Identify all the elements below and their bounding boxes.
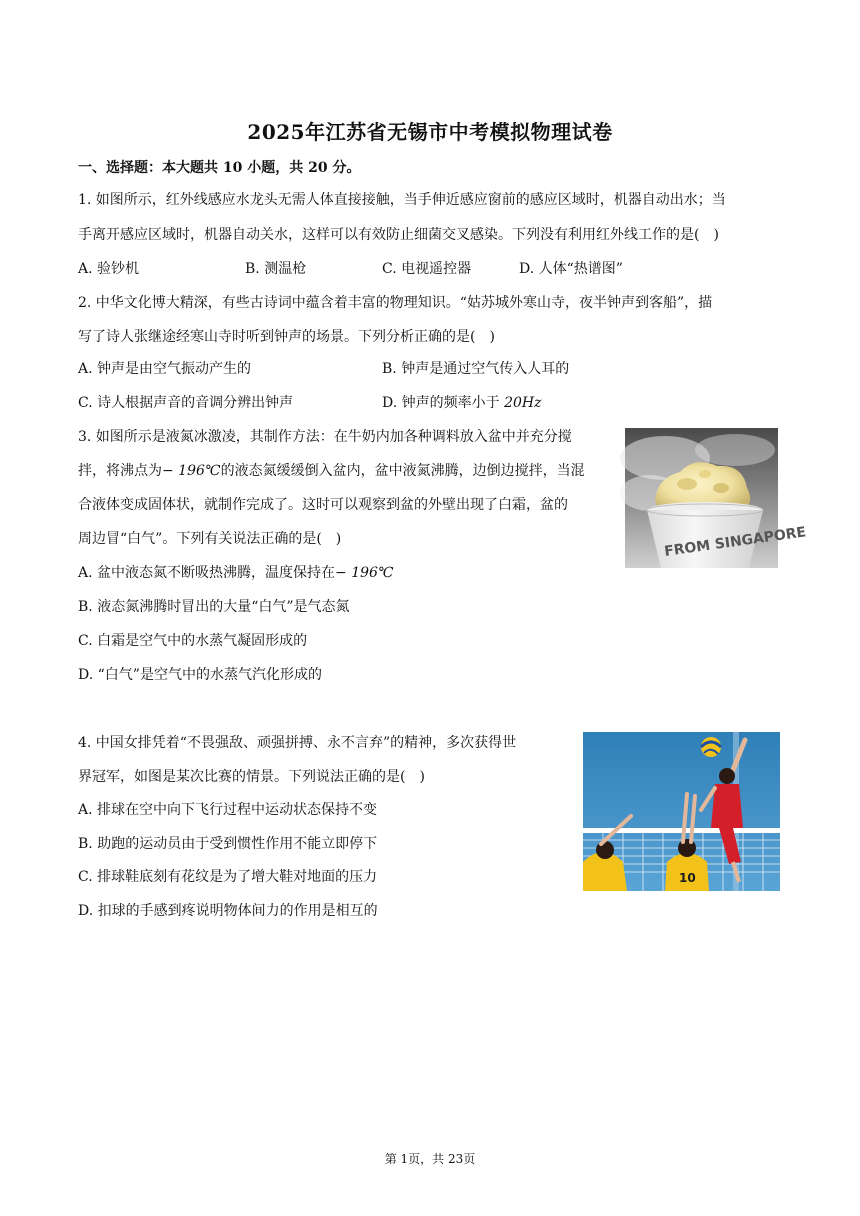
q2-option-b: B. 钟声是通过空气传入人耳的: [382, 361, 570, 377]
exam-title: 2025年江苏省无锡市中考模拟物理试卷: [247, 120, 613, 144]
cup-print: FROM SINGAPORE: [663, 524, 808, 560]
q3-line-1: 3. 如图所示是液氮冰激凌，其制作方法：在牛奶内加各种调料放入盆中并充分搅: [78, 429, 572, 445]
q3-line-4: 周边冒“白气”。下列有关说法正确的是( ): [78, 531, 342, 547]
q1-option-b: B. 测温枪: [245, 261, 307, 277]
q3-line-3: 合液体变成固体状，就制作完成了。这时可以观察到盆的外壁出现了白霜，盆的: [78, 497, 568, 513]
page-footer: 第 1页，共 23页: [384, 1152, 476, 1166]
q3-option-a: [78, 563, 394, 583]
q4-option-c: C. 排球鞋底刻有花纹是为了增大鞋对地面的压力: [78, 869, 378, 885]
q4-line-1: 4. 中国女排凭着“不畏强敌、顽强拼搏、永不言弃”的精神，多次获得世: [78, 735, 517, 751]
section-heading: 一、选择题：本大题共 10 小题，共 20 分。: [78, 160, 361, 176]
q1-line-2: 手离开感应区域时，机器自动关水，这样可以有效防止细菌交叉感染。下列没有利用红外线工作的是( ): [78, 227, 719, 243]
q2-option-c: C. 诗人根据声音的音调分辨出钟声: [78, 395, 294, 411]
q3-option-d: D. “白气”是空气中的水蒸气汽化形成的: [78, 667, 322, 683]
volleyball-figure: [583, 732, 780, 891]
volleyball-image: [583, 732, 780, 891]
q2-option-d-text: D. 钟声的频率小于: [382, 395, 505, 411]
q3-option-b: B. 液态氮沸腾时冒出的大量“白气”是气态氮: [78, 599, 350, 615]
q1-option-a: A. 验钞机: [78, 261, 140, 277]
jersey-number: 10: [679, 871, 696, 885]
q1-option-d: D. 人体“热谱图”: [519, 261, 623, 277]
ice-cream-image: [625, 428, 808, 568]
q3-line-2-b: 的液态氮缓缓倒入盆内，盆中液氮沸腾，边倒边搅拌，当混: [220, 463, 585, 479]
q2-option-d: [382, 393, 541, 413]
q4-line-2: 界冠军，如图是某次比赛的情景。下列说法正确的是( ): [78, 769, 425, 785]
q3-option-c: C. 白霜是空气中的水蒸气凝固形成的: [78, 633, 308, 649]
q1-option-c: C. 电视遥控器: [382, 261, 472, 277]
q3-boiling-point-formula: − 196℃: [162, 463, 221, 479]
q4-option-a: A. 排球在空中向下飞行过程中运动状态保持不变: [78, 802, 378, 818]
q3-option-a-formula: − 196℃: [335, 565, 394, 581]
q1-line-1: 1. 如图所示，红外线感应水龙头无需人体直接接触，当手伸近感应窗前的感应区域时，机器自动出水；当: [78, 192, 726, 208]
q2-line-2: 写了诗人张继途经寒山寺时听到钟声的场景。下列分析正确的是( ): [78, 329, 495, 345]
q2-line-1: 2. 中华文化博大精深，有些古诗词中蕴含着丰富的物理知识。“姑苏城外寒山寺，夜半钟声到客船”，描: [78, 295, 713, 311]
q3-line-2: [78, 461, 585, 481]
ice-cream-figure: [625, 428, 808, 568]
q3-line-2-a: 拌，将沸点为: [78, 463, 162, 479]
q4-option-b: B. 助跑的运动员由于受到惯性作用不能立即停下: [78, 836, 378, 852]
q2-option-d-formula: 20Hz: [504, 395, 542, 411]
q4-option-d: D. 扣球的手感到疼说明物体间力的作用是相互的: [78, 903, 378, 919]
q2-option-a: A. 钟声是由空气振动产生的: [78, 361, 252, 377]
q3-option-a-text: A. 盆中液态氮不断吸热沸腾，温度保持在: [78, 565, 336, 581]
